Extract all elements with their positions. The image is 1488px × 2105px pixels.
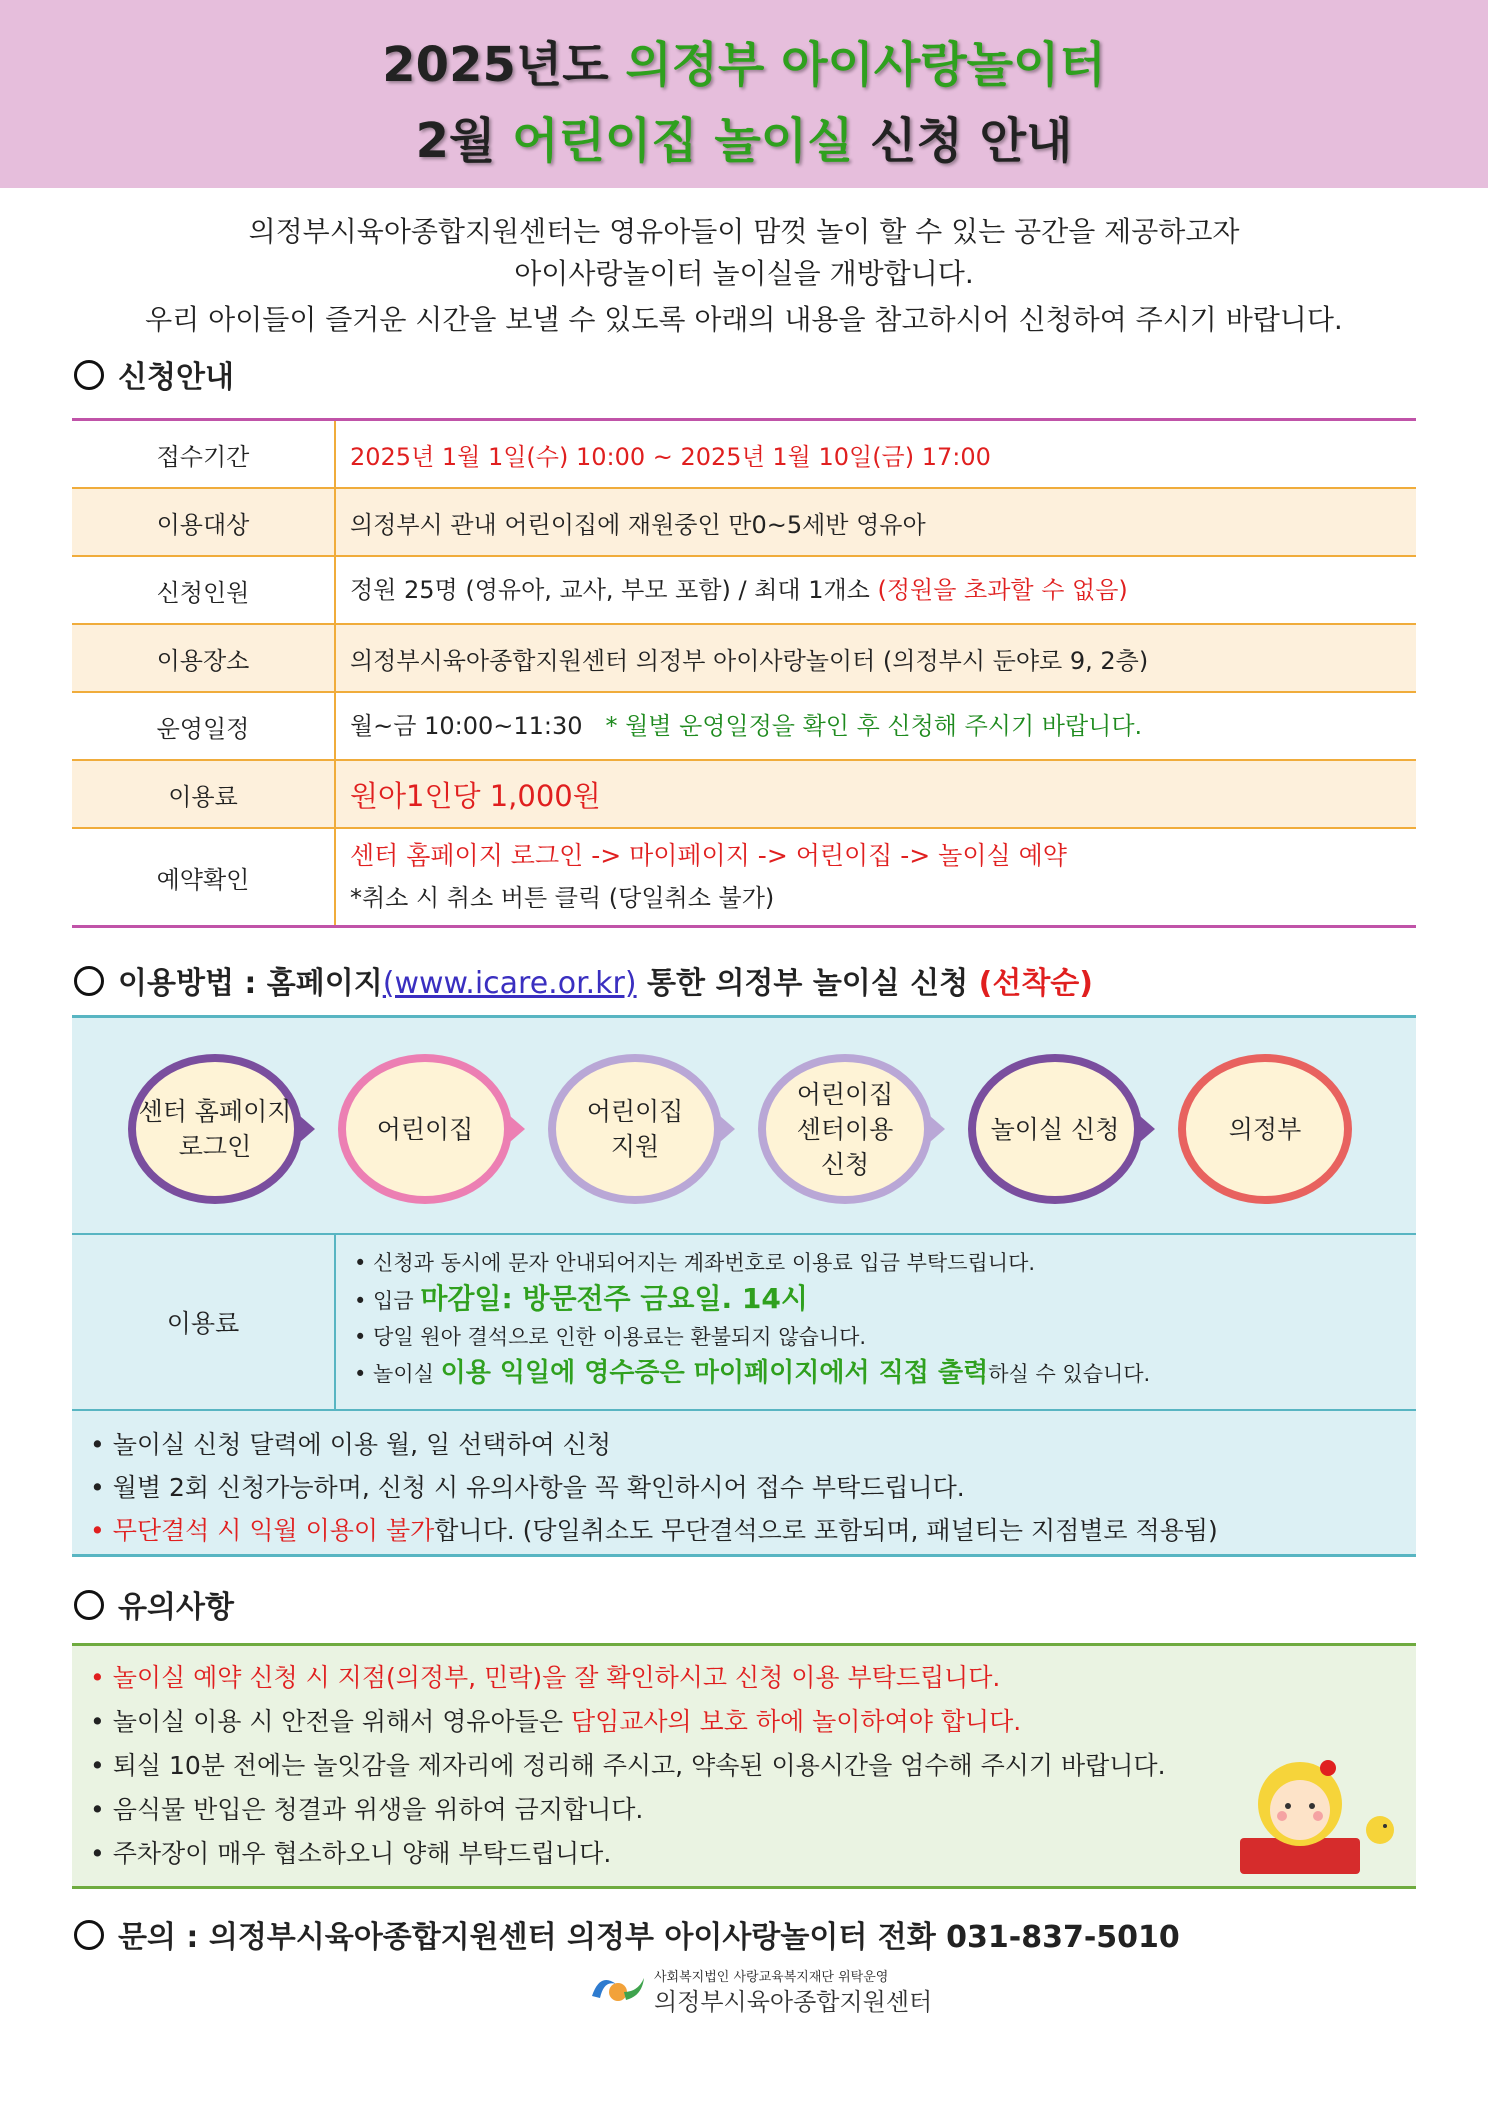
flow-step: 놀이실 신청: [968, 1054, 1142, 1204]
title-line-2: 2월 어린이집 놀이실 신청 안내: [415, 113, 1073, 169]
homepage-link[interactable]: (www.icare.or.kr): [382, 966, 637, 1001]
circle-bullet-icon: [74, 1590, 104, 1620]
table-row: 접수기간 2025년 1월 1일(수) 10:00 ~ 2025년 1월 10일(금) 17:00: [72, 421, 1416, 489]
intro-line-1: 의정부시육아종합지원센터는 영유아들이 맘껏 놀이 할 수 있는 공간을 제공하고자: [248, 215, 1240, 248]
usage-method-box: [72, 1015, 1416, 1557]
section-how-to-use: 이용방법 : 홈페이지(www.icare.or.kr) 통한 의정부 놀이실 신청 (선착순): [74, 958, 1093, 1002]
flow-step: 어린이집: [338, 1054, 512, 1204]
flow-step: 어린이집 센터이용 신청: [758, 1054, 932, 1204]
flow-step: 어린이집 지원: [548, 1054, 722, 1204]
child-illustration-icon: [1220, 1746, 1400, 1881]
circle-bullet-icon: [74, 1920, 104, 1950]
flow-arrow-icon: [1140, 1116, 1155, 1142]
center-logo-icon: [586, 1966, 650, 2012]
process-flow: [72, 1028, 1416, 1238]
flow-step: 의정부: [1178, 1054, 1352, 1204]
flow-arrow-icon: [300, 1116, 315, 1142]
title-line-1: 2025년도 의정부 아이사랑놀이터: [382, 37, 1106, 93]
cautions-box: • 놀이실 예약 신청 시 지점(의정부, 민락)을 잘 확인하시고 신청 이용 부탁드립니다. • 놀이실 이용 시 안전을 위해서 영유아들은 담임교사의 보호 하에 놀이하여야 합니다. • 퇴실 10분 전에는 놀잇감을 제자리에 정리해 주시고, 약속된 이용시간을 엄수해 주시기 바랍니다. • 음식물 반입은 청결과 위생을 위하여 금지합니다. • 주차장이 매우 협소하오니 양해 부탁드립니다.: [72, 1643, 1416, 1889]
table-row: 운영일정 월~금 10:00~11:30 * 월별 운영일정을 확인 후 신청해 주시기 바랍니다.: [72, 693, 1416, 761]
table-row: 이용대상 의정부시 관내 어린이집에 재원중인 만0~5세반 영유아: [72, 489, 1416, 557]
table-row: 신청인원 정원 25명 (영유아, 교사, 부모 포함) / 최대 1개소 (정원을 초과할 수 없음): [72, 557, 1416, 625]
section-application-info: 신청안내: [74, 352, 234, 396]
title-banner: [0, 0, 1488, 188]
intro-line-3: 우리 아이들이 즐거운 시간을 보낼 수 있도록 아래의 내용을 참고하시어 신청하여 주시기 바랍니다.: [145, 303, 1343, 336]
flow-arrow-icon: [720, 1116, 735, 1142]
fee-info-row: 이용료 • 신청과 동시에 문자 안내되어지는 계좌번호로 이용료 입금 부탁드립니다. • 입금 마감일: 방문전주 금요일. 14시 • 당일 원아 결석으로 인한 이용료는 환불되지 않습니다. • 놀이실 이용 익일에 영수증은 마이페이지에서 직접 출력하실 수 있습니다.: [72, 1233, 1416, 1411]
flow-arrow-icon: [930, 1116, 945, 1142]
intro-line-2: 아이사랑놀이터 놀이실을 개방합니다.: [514, 257, 974, 290]
table-row: 예약확인 센터 홈페이지 로그인 -> 마이페이지 -> 어린이집 -> 놀이실 예약 *취소 시 취소 버튼 클릭 (당일취소 불가): [72, 829, 1416, 925]
info-table: [72, 418, 1416, 928]
usage-notes: • 놀이실 신청 달력에 이용 월, 일 선택하여 신청 • 월별 2회 신청가능하며, 신청 시 유의사항을 꼭 확인하시어 접수 부탁드립니다. • 무단결석 시 익월 이용이 불가합니다. (당일취소도 무단결석으로 포함되며, 패널티는 지점별로 적용됨): [90, 1430, 1218, 1545]
table-row: 이용장소 의정부시육아종합지원센터 의정부 아이사랑놀이터 (의정부시 둔야로 9, 2층): [72, 625, 1416, 693]
table-row: 이용료 원아1인당 1,000원: [72, 761, 1416, 829]
circle-bullet-icon: [74, 966, 104, 996]
section-cautions: 유의사항: [74, 1582, 234, 1626]
circle-bullet-icon: [74, 360, 104, 390]
flow-arrow-icon: [510, 1116, 525, 1142]
contact-line: 문의 : 의정부시육아종합지원센터 의정부 아이사랑놀이터 전화 031-837-5010: [74, 1912, 1180, 1956]
flow-step: 센터 홈페이지 로그인: [128, 1054, 302, 1204]
